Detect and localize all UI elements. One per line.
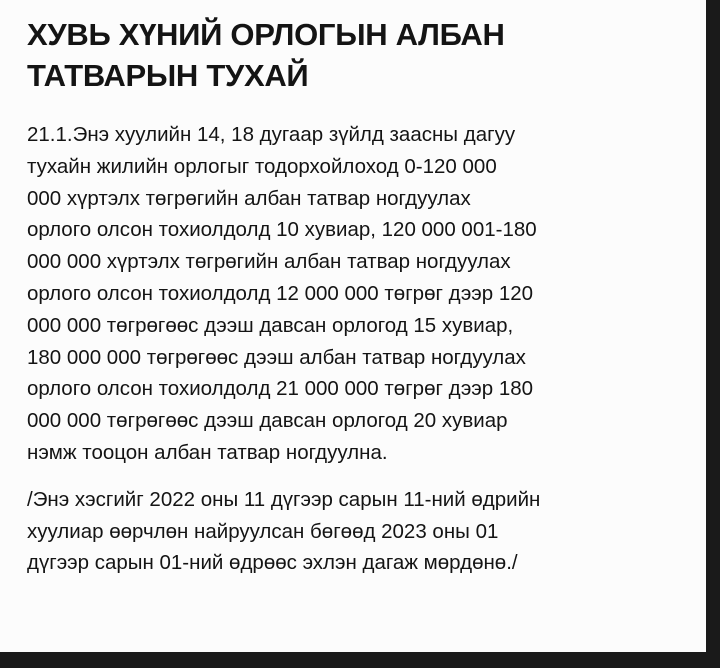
law-article-paragraph: 21.1.Энэ хуулийн 14, 18 дугаар зүйлд заасны дагуу тухайн жилийн орлогыг тодорхойлоход 0-120 000 000 хүртэлх төгрөгийн албан татвар ногдуулах орлого олсон тохиолдолд 10 хувиар, 120 000 001-180 000 000 хүртэлх төгрөгийн албан татвар ногдуулах орлого олсон тохиолдолд 12 000 000 төгрөг дээр 120 000 000 төгрөгөөс дээш давсан орлогод 15 хувиар, 180 000 000 төгрөгөөс дээш албан татвар ногдуулах орлого олсон тохиолдолд 21 000 000 төгрөг дээр 180 000 000 төгрөгөөс дээш давсан орлогод 20 хувиар нэмж тооцон албан татвар ногдуулна. (27, 123, 537, 464)
amendment-note-paragraph: /Энэ хэсгийг 2022 оны 11 дүгээр сарын 11-ний өдрийн хуулиар өөрчлөн найруулсан бөгөөд 2023 оны 01 дүгээр сарын 01-ний өдрөөс эхлэн дагаж мөрдөнө./ (27, 487, 541, 575)
document-title: ХУВЬ ХҮНИЙ ОРЛОГЫН АЛБАН ТАТВАРЫН ТУХАЙ (27, 17, 505, 93)
